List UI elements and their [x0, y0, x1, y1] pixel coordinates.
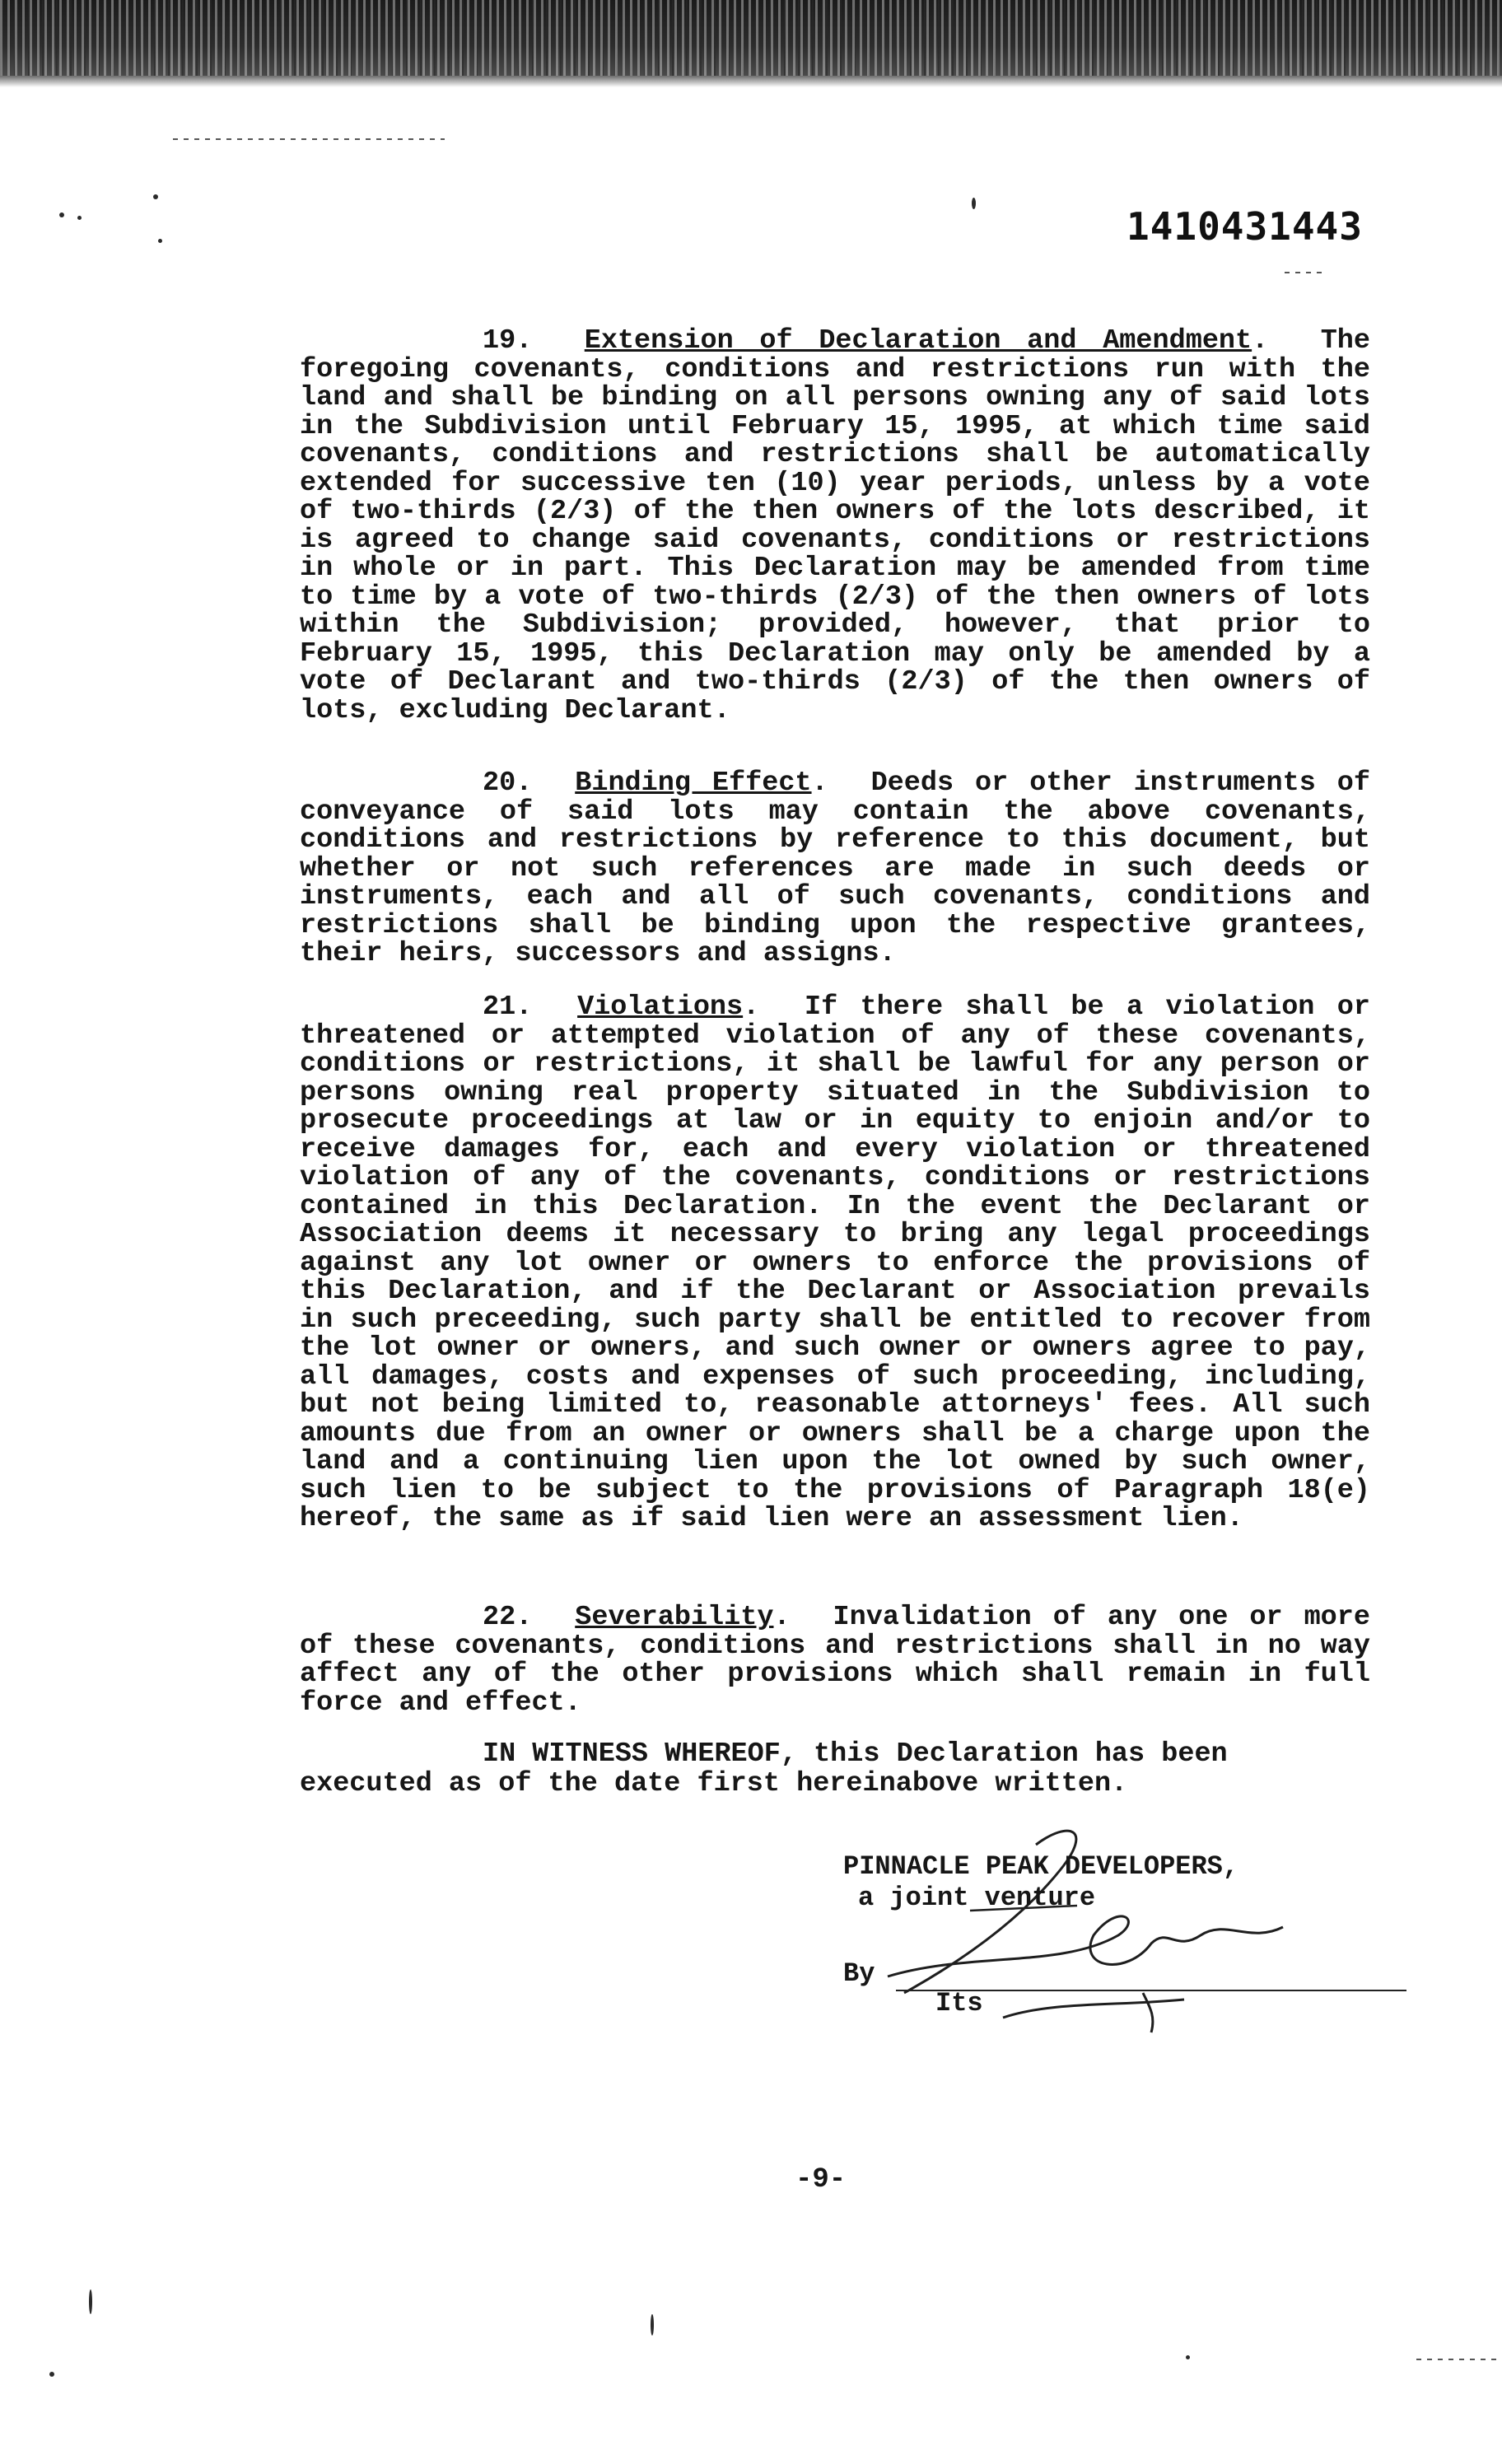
section-heading: Binding Effect	[575, 768, 812, 799]
page-number: -9-	[795, 2164, 847, 2196]
scan-border-shadow	[0, 76, 1502, 87]
scan-speck	[49, 2372, 54, 2377]
scan-speck	[1186, 2355, 1190, 2359]
document-number: 1410431443	[1126, 204, 1363, 249]
section-22: 22. Severability. Invalidation of any one or more of these covenants, conditions and restrictions shall in no way affect any of the other provisions which shall remain in full force and effect.	[300, 1602, 1370, 1719]
section-20: 20. Binding Effect. Deeds or other instruments of conveyance of said lots may contain the above covenants, conditions and restrictions by reference to this document, but whether or not such references are made in such deeds or instruments, each and all of such covenants, conditions and restrictions shall be binding upon the respective grantees, their heirs, successors and assigns.	[300, 768, 1370, 969]
section-heading: Extension of Declaration and Amendment	[584, 325, 1252, 357]
section-heading: Severability	[575, 1602, 774, 1633]
scan-speck	[89, 2289, 92, 2314]
section-number: 21.	[483, 992, 533, 1023]
section-21: 21. Violations. If there shall be a violation or threatened or attempted violation of any of these covenants, conditions or restrictions, it shall be lawful for any person or persons owning real property situated in the Subdivision to prosecute proceedings at law or in equity to enjoin and/or to receive damages for, each and every violation or threatened violation of any of the covenants, conditions or restrictions contained in this Declaration. In the event the Declarant or Association deems it necessary to bring any legal proceedings against any lot owner or owners to enforce the provisions of this Declaration, and if the Declarant or Association prevails in such preceeding, such party shall be entitled to recover from the lot owner or owners, and such owner or owners agree to pay, all damages, costs and expenses of such proceeding, including, but not being limited to, reasonable attorneys' fees. All such amounts due from an owner or owners shall be a charge upon the land and a continuing lien upon the lot owned by such owner, such lien to be subject to the provisions of Paragraph 18(e) hereof, the same as if said lien were an assessment lien.	[300, 992, 1370, 1534]
section-body: The foregoing covenants, conditions and restrictions run with the land and shall be binding on all persons owning any of said lots in the Subdivision until February 15, 1995, at which time said covenants, conditions and restrictions shall be automatically extended for successive ten (10) year periods, unless by a vote of two-thirds (2/3) of the then owners of the lots described, it is agreed to change said covenants, conditions or restrictions in whole or in part. This Declaration may be amended from time to time by a vote of two-thirds (2/3) of the then owners of lots within the Subdivision; provided, however, that prior to February 15, 1995, this Declaration may only be amended by a vote of Declarant and two-thirds (2/3) of the then owners of lots, excluding Declarant.	[300, 325, 1370, 726]
section-body: If there shall be a violation or threatened or attempted violation of any of these covenants, conditions or restrictions, it shall be lawful for any person or persons owning real property situated in the Subdivision to prosecute proceedings at law or in equity to enjoin and/or to receive damages for, each and every violation or threatened violation of any of the covenants, conditions or restrictions contained in this Declaration. In the event the Declarant or Association deems it necessary to bring any legal proceedings against any lot owner or owners to enforce the provisions of this Declaration, and if the Declarant or Association prevails in such preceeding, such party shall be entitled to recover from the lot owner or owners, and such owner or owners agree to pay, all damages, costs and expenses of such proceeding, including, but not being limited to, reasonable attorneys' fees. All such amounts due from an owner or owners shall be a charge upon the land and a continuing lien upon the lot owned by such owner, such lien to be subject to the provisions of Paragraph 18(e) hereof, the same as if said lien were an assessment lien.	[300, 992, 1370, 1534]
scan-speck	[651, 2314, 654, 2336]
scan-artifact-dashes	[1416, 2359, 1499, 2360]
witness-clause	[300, 1739, 1370, 1799]
section-heading: Violations	[577, 992, 744, 1023]
scan-artifact-dashes	[173, 138, 445, 140]
its-label: Its	[935, 1988, 983, 2018]
witness-text: IN WITNESS WHEREOF, this Declaration has been executed as of the date first hereinabove written.	[300, 1738, 1228, 1799]
scan-speck	[153, 194, 158, 199]
section-number: 20.	[483, 768, 533, 799]
scan-speck	[77, 216, 82, 220]
section-number: 22.	[483, 1602, 533, 1633]
section-19: 19. Extension of Declaration and Amendment. The foregoing covenants, conditions and restrictions run with the land and shall be binding on all persons owning any of said lots in the Subdivision until February 15, 1995, at which time said covenants, conditions and restrictions shall be automatically extended for successive ten (10) year periods, unless by a vote of two-thirds (2/3) of the then owners of the lots described, it is agreed to change said covenants, conditions or restrictions in whole or in part. This Declaration may be amended from time to time by a vote of two-thirds (2/3) of the then owners of lots within the Subdivision; provided, however, that prior to February 15, 1995, this Declaration may only be amended by a vote of Declarant and two-thirds (2/3) of the then owners of lots, excluding Declarant.	[300, 325, 1370, 726]
signature-block	[843, 1851, 1387, 2018]
scan-speck	[59, 212, 64, 217]
section-body: Invalidation of any one or more of these covenants, conditions and restrictions shall in no way affect any of the other provisions which shall remain in full force and effect.	[300, 1602, 1370, 1719]
section-body: Deeds or other instruments of conveyance of said lots may contain the above covenants, conditions and restrictions by reference to this document, but whether or not such references are made in such deeds or instruments, each and all of such covenants, conditions and restrictions shall be binding upon the respective grantees, their heirs, successors and assigns.	[300, 768, 1370, 969]
scan-border-top	[0, 0, 1502, 76]
signatory-company: PINNACLE PEAK DEVELOPERS,	[843, 1851, 1239, 1882]
scan-speck	[972, 198, 976, 209]
by-label: By	[843, 1958, 875, 1989]
scan-artifact-dashes	[1285, 272, 1322, 273]
scan-speck	[158, 239, 162, 243]
signatory-entity: a joint venture	[858, 1883, 1096, 1913]
section-number: 19.	[483, 325, 533, 357]
